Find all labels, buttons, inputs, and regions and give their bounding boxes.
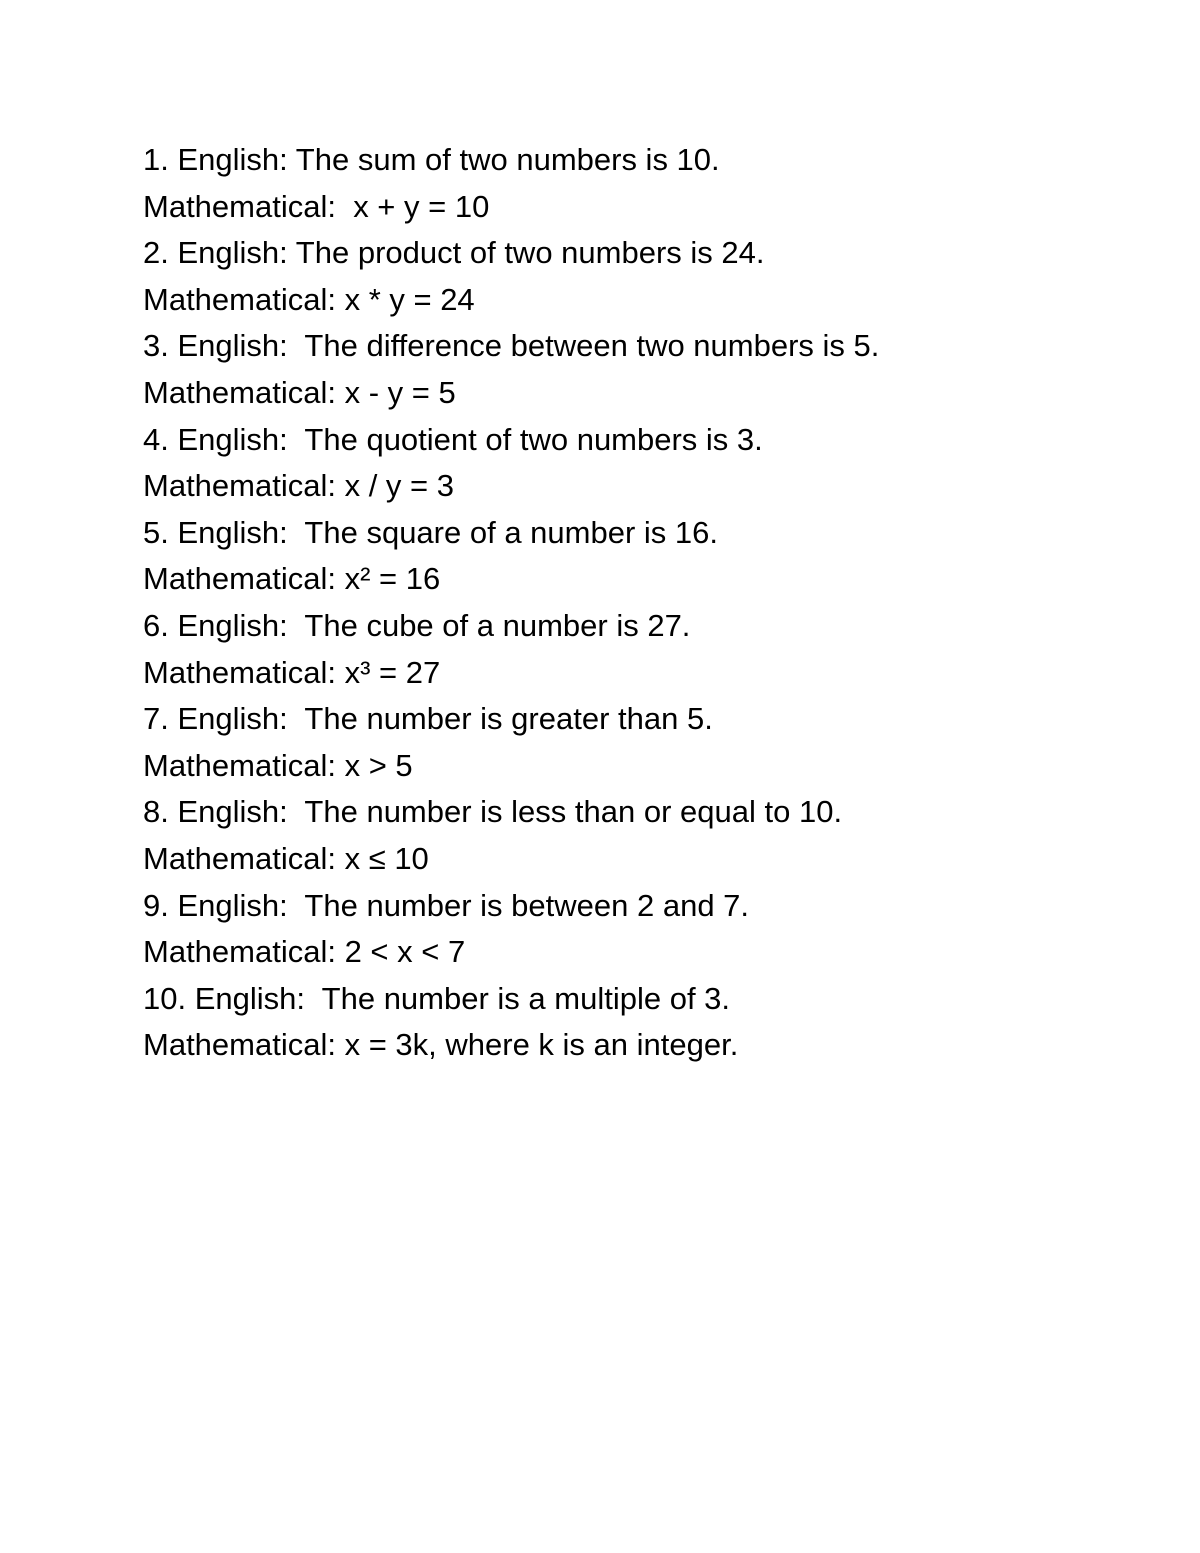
item-2-english: 2. English: The product of two numbers is 24. xyxy=(143,235,765,271)
item-3-english: 3. English: The difference between two numbers is 5. xyxy=(143,328,880,364)
item-6-mathematical: Mathematical: x³ = 27 xyxy=(143,654,441,690)
item-2-mathematical: Mathematical: x * y = 24 xyxy=(143,281,475,317)
item-9-mathematical: Mathematical: 2 < x < 7 xyxy=(143,934,466,970)
item-1-mathematical: Mathematical: x + y = 10 xyxy=(143,188,490,224)
item-4-english: 4. English: The quotient of two numbers is 3. xyxy=(143,421,763,457)
item-5-mathematical: Mathematical: x² = 16 xyxy=(143,561,441,597)
item-10-english: 10. English: The number is a multiple of 3. xyxy=(143,980,731,1016)
item-8-english: 8. English: The number is less than or equal to 10. xyxy=(143,794,843,830)
item-4-mathematical: Mathematical: x / y = 3 xyxy=(143,468,454,504)
item-7-english: 7. English: The number is greater than 5. xyxy=(143,701,713,737)
item-7-mathematical: Mathematical: x > 5 xyxy=(143,747,413,783)
item-1-english: 1. English: The sum of two numbers is 10. xyxy=(143,142,720,177)
item-10-mathematical: Mathematical: x = 3k, where k is an integer. xyxy=(143,1027,739,1063)
item-9-english: 9. English: The number is between 2 and 7. xyxy=(143,887,750,923)
document-body xyxy=(143,137,1143,1069)
item-6-english: 6. English: The cube of a number is 27. xyxy=(143,607,691,643)
item-5-english: 5. English: The square of a number is 16. xyxy=(143,514,718,550)
item-3-mathematical: Mathematical: x - y = 5 xyxy=(143,374,456,410)
item-8-mathematical: Mathematical: x ≤ 10 xyxy=(143,840,429,876)
